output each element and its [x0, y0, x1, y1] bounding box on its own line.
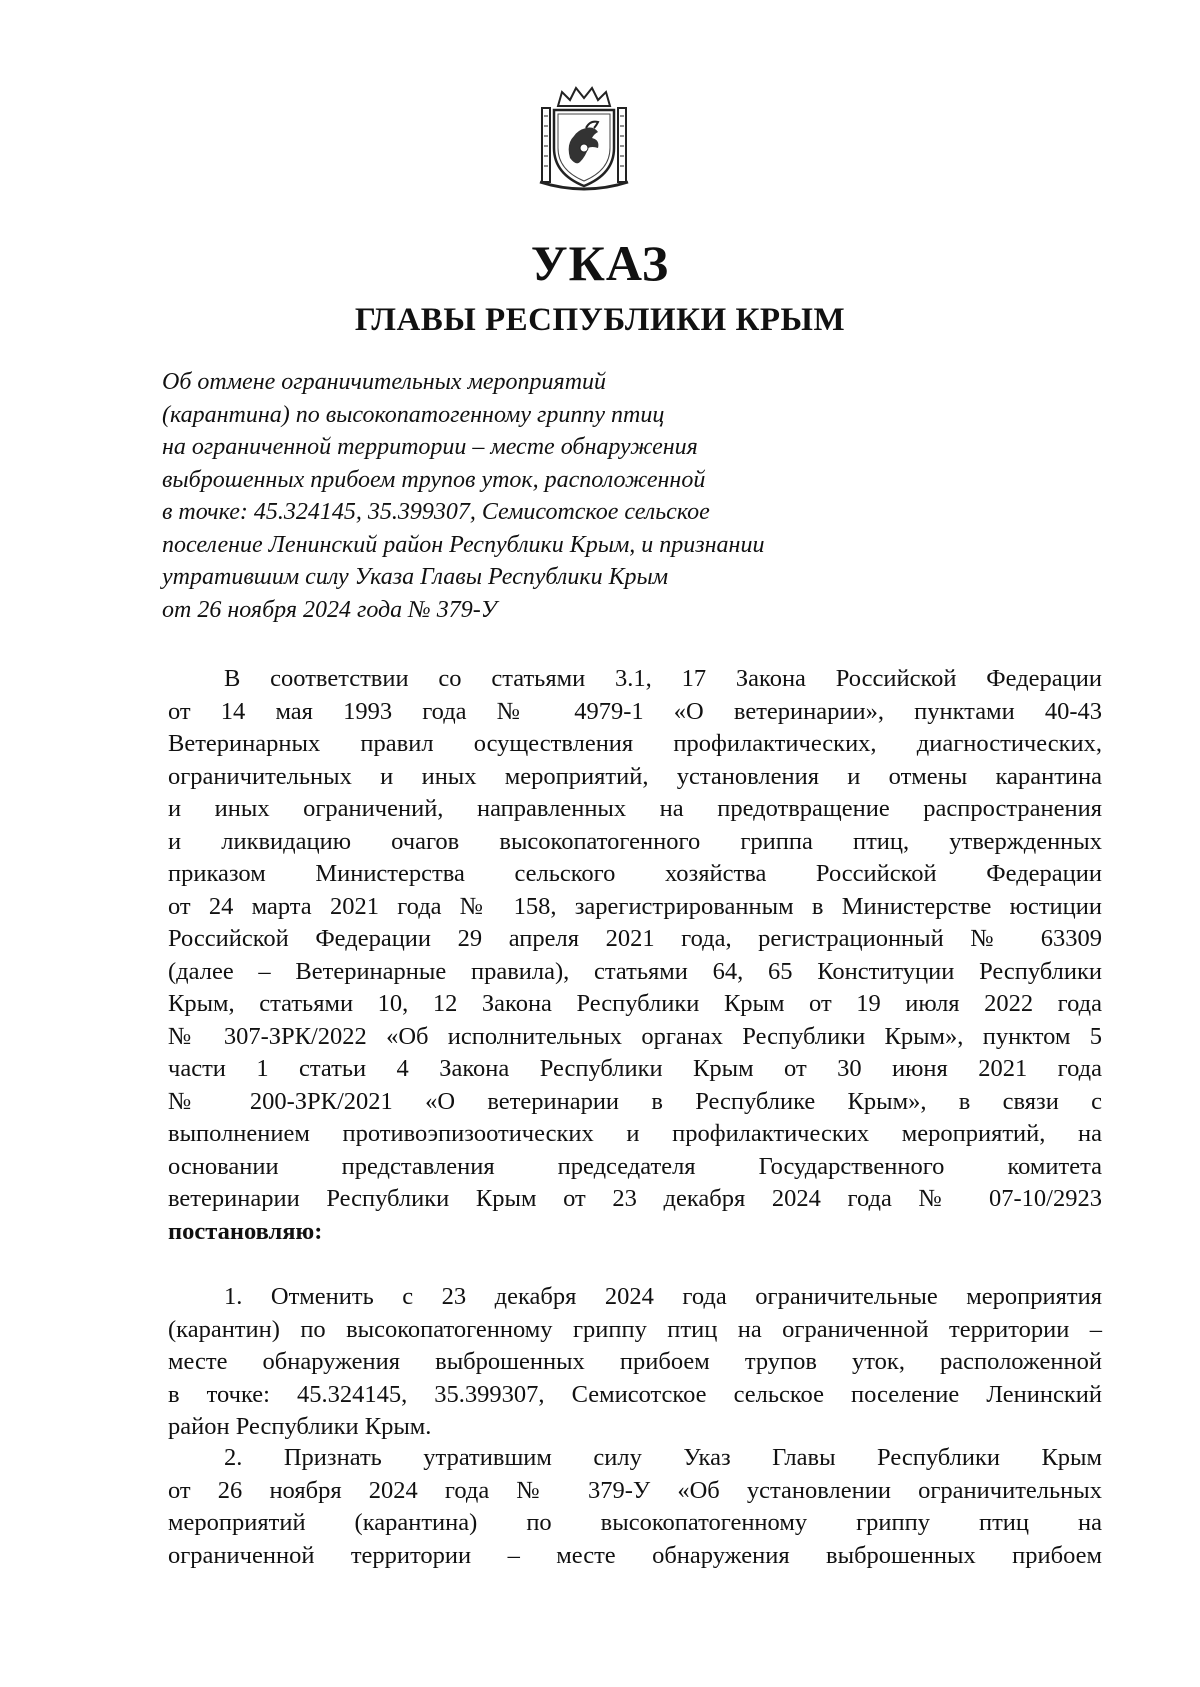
- decree-item-1: [168, 1281, 1102, 1444]
- preamble-line: (далее – Ветеринарные правила), статьями 64, 65 Конституции Республики: [168, 957, 1102, 985]
- subject-line: Об отмене ограничительных мероприятий: [162, 369, 607, 395]
- subject-line: в точке: 45.324145, 35.399307, Семисотское сельское: [162, 499, 710, 525]
- preamble-line: В соответствии со статьями 3.1, 17 Закона Российской Федерации: [224, 665, 1102, 692]
- item-line: от 26 ноября 2024 года № 379-У «Об установлении ограничительных: [168, 1476, 1102, 1504]
- item-line: (карантин) по высокопатогенному гриппу птиц на ограниченной территории –: [168, 1315, 1102, 1343]
- preamble-line: выполнением противоэпизоотических и профилактических мероприятий, на: [168, 1120, 1102, 1147]
- item-line: мероприятий (карантина) по высокопатогенному гриппу птиц на: [168, 1509, 1102, 1536]
- preamble-line: № 307-ЗРК/2022 «Об исполнительных органах Республики Крым», пунктом 5: [168, 1022, 1102, 1050]
- preamble-line: № 200-ЗРК/2021 «О ветеринарии в Республике Крым», в связи с: [168, 1087, 1102, 1115]
- preamble-line: и ликвидацию очагов высокопатогенного гриппа птиц, утвержденных: [168, 827, 1102, 855]
- preamble-line: ветеринарии Республики Крым от 23 декабря 2024 года № 07-10/2923: [168, 1185, 1102, 1212]
- item-line: месте обнаружения выброшенных прибоем трупов уток, расположенной: [168, 1348, 1102, 1375]
- decree-subject: [162, 366, 882, 626]
- decree-word: постановляю:: [168, 1217, 323, 1245]
- decree-preamble: [168, 663, 1102, 1248]
- subject-line: от 26 ноября 2024 года № 379-У: [162, 596, 497, 623]
- item-line: в точке: 45.324145, 35.399307, Семисотское сельское поселение Ленинский: [168, 1380, 1102, 1408]
- preamble-line: Российской Федерации 29 апреля 2021 года, регистрационный № 63309: [168, 925, 1102, 952]
- subject-line: выброшенных прибоем трупов уток, расположенной: [162, 466, 706, 493]
- document-title: УКАЗ: [530, 235, 670, 291]
- item-line: 2. Признать утратившим силу Указ Главы Республики Крым: [224, 1444, 1102, 1471]
- preamble-line: основании представления председателя Государственного комитета: [168, 1152, 1102, 1180]
- subject-line: (карантина) по высокопатогенному гриппу птиц: [162, 401, 665, 428]
- item-line: ограниченной территории – месте обнаружения выброшенных прибоем: [168, 1541, 1102, 1569]
- subject-line: поселение Ленинский район Республики Крым, и признании: [162, 531, 765, 558]
- preamble-line: от 14 мая 1993 года № 4979-1 «О ветеринарии», пунктами 40-43: [168, 697, 1102, 725]
- item-line: 1. Отменить с 23 декабря 2024 года ограничительные мероприятия: [224, 1283, 1102, 1310]
- preamble-line: и иных ограничений, направленных на предотвращение распространения: [168, 795, 1102, 822]
- preamble-line: Крым, статьями 10, 12 Закона Республики Крым от 19 июля 2022 года: [168, 990, 1102, 1017]
- preamble-line: приказом Министерства сельского хозяйства Российской Федерации: [168, 860, 1102, 887]
- item-line: район Республики Крым.: [168, 1413, 432, 1440]
- preamble-line: Ветеринарных правил осуществления профилактических, диагностических,: [168, 730, 1102, 757]
- crimea-coat-of-arms-icon: [536, 86, 632, 194]
- subject-line: на ограниченной территории – месте обнаружения: [162, 434, 698, 460]
- preamble-line: от 24 марта 2021 года № 158, зарегистрированным в Министерстве юстиции: [168, 892, 1102, 920]
- decree-item-2: [168, 1442, 1102, 1572]
- preamble-line: ограничительных и иных мероприятий, установления и отмены карантина: [168, 762, 1102, 790]
- subject-line: утратившим силу Указа Главы Республики Крым: [162, 564, 669, 590]
- document-issuer: ГЛАВЫ РЕСПУБЛИКИ КРЫМ: [354, 302, 846, 338]
- preamble-line: части 1 статьи 4 Закона Республики Крым от 30 июня 2021 года: [168, 1055, 1102, 1082]
